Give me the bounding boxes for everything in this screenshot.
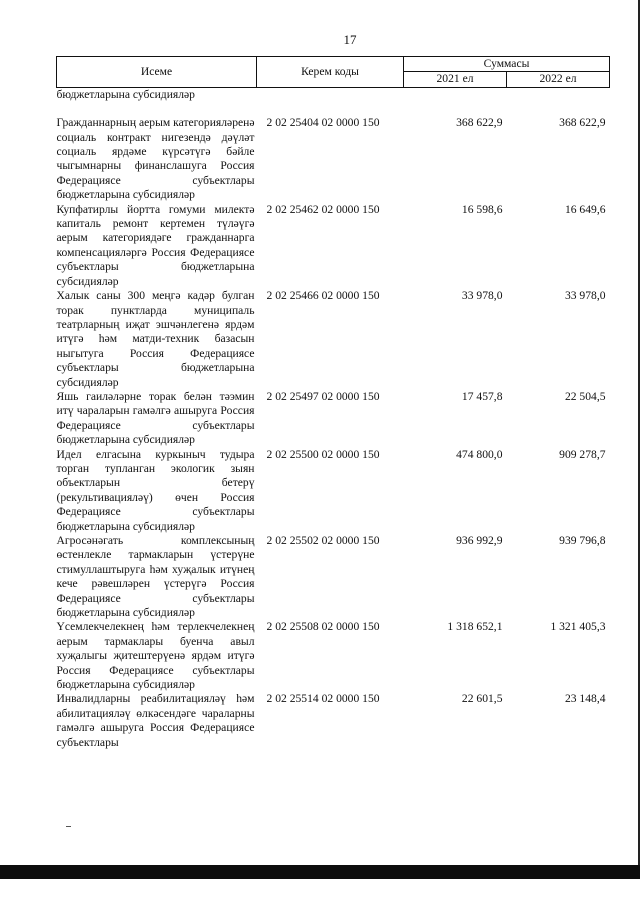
- row-value-2022: 16 649,6: [564, 202, 606, 216]
- row-value-2021: 1 318 652,1: [447, 620, 503, 634]
- table-row-carryover: [57, 87, 610, 102]
- row-value-2022: 939 796,8: [559, 534, 606, 547]
- scan-speck: [66, 826, 71, 827]
- row-name: Агросәнәгать комплексының өстенлекле тармакларын үстерүне стимуллаштыруга һәм хуҗалык итүнең кече рәвешләрен үстерүгә Россия Федерациясе субъектлары бюджетларына субсидияләр: [56, 534, 255, 620]
- table-row: [57, 448, 610, 534]
- row-code: 2 02 25514 02 0000 150: [266, 692, 380, 706]
- table-row: [57, 102, 610, 202]
- scan-bottom-band: [0, 865, 640, 879]
- table-header: [57, 57, 610, 88]
- row-value-2022: 368 622,9: [559, 116, 606, 130]
- row-value-2021: 936 992,9: [456, 534, 503, 547]
- row-name: Инвалидларны реабилитацияләү һәм абилитацияләү өлкәсендәге чараларны гамәлгә ашыруга Россия Федерациясе субъектлары: [56, 692, 255, 749]
- row-value-2022: 22 504,5: [564, 389, 606, 403]
- row-value-2021: 33 978,0: [461, 289, 503, 303]
- row-value-2022: 1 321 405,3: [550, 620, 606, 634]
- row-value-2021: 16 598,6: [461, 202, 503, 216]
- budget-table-wrapper: [56, 56, 609, 750]
- header-code: Керем коды: [257, 57, 404, 88]
- row-code: 2 02 25497 02 0000 150: [266, 389, 380, 403]
- table-row: [57, 390, 610, 448]
- row-name: Үсемлекчелекнең һәм терлекчелекнең аерым тармаклары буенча авыл хуҗалыгы җитештерүенә ярдәм итүгә Россия Федерациясе субъектлары бюджетларына субсидияләр: [56, 620, 255, 692]
- header-year-2022: 2022 ел: [507, 72, 610, 87]
- table-row: [57, 289, 610, 390]
- row-value-2022: 909 278,7: [559, 447, 606, 461]
- row-value-2022: 33 978,0: [564, 289, 606, 303]
- budget-table: [56, 56, 610, 750]
- table-row: [57, 620, 610, 692]
- page-number: 17: [343, 32, 357, 47]
- row-value-2021: 17 457,8: [461, 389, 503, 403]
- row-code: 2 02 25508 02 0000 150: [266, 620, 380, 634]
- header-name: Исеме: [57, 57, 257, 88]
- table-row: [57, 534, 610, 620]
- table-row: [57, 692, 610, 750]
- header-year-2021: 2021 ел: [404, 72, 507, 87]
- row-name: Яшь гаиләләрне торак белән тәэмин итү чараларын гамәлгә ашыруга Россия Федерациясе субъектлары бюджетларына субсидияләр: [56, 389, 255, 447]
- row-name: Купфатирлы йортта гомуми милектә капиталь ремонт кертемен түләүгә аерым категориядәге гражданнарга компенсацияләргә Россия Федерациясе субъектлары бюджетларына субсидияләр: [56, 202, 255, 288]
- row-code: 2 02 25462 02 0000 150: [266, 202, 380, 216]
- row-name: Халык саны 300 меңгә кадәр булган торак пунктларда муниципаль театрларның иҗат эшчәнлегенә ярдәм итүгә һәм матди-техник базасын ныгытуга Россия Федерациясе субъектлары бюджетларына субсидияләр: [56, 289, 255, 389]
- row-value-2022: 23 148,4: [564, 692, 606, 706]
- row-code: 2 02 25502 02 0000 150: [266, 534, 380, 547]
- row-name: Идел елгасына куркыныч тудыра торган тупланган экологик зыян объектларын бетерү (рекультивацияләү) өчен Россия Федерациясе субъектлары бюджетларына субсидияләр: [56, 447, 255, 533]
- header-sums: Суммасы: [404, 57, 610, 72]
- row-value-2021: 22 601,5: [461, 692, 503, 706]
- table-row: [57, 203, 610, 289]
- row-value-2021: 474 800,0: [456, 447, 503, 461]
- row-code: 2 02 25466 02 0000 150: [266, 289, 380, 303]
- row-code: 2 02 25500 02 0000 150: [266, 447, 380, 461]
- carryover-text: бюджетларына субсидияләр: [56, 87, 195, 101]
- row-name: Гражданнарның аерым категорияләренә социаль контракт нигезендә дәүләт социаль ярдәме күрсәтүгә бәйле чыгымнарны финанслашуга Россия Федерациясе субъектлары бюджетларына субсидияләр: [56, 116, 255, 202]
- row-code: 2 02 25404 02 0000 150: [266, 116, 380, 130]
- row-value-2021: 368 622,9: [456, 116, 503, 130]
